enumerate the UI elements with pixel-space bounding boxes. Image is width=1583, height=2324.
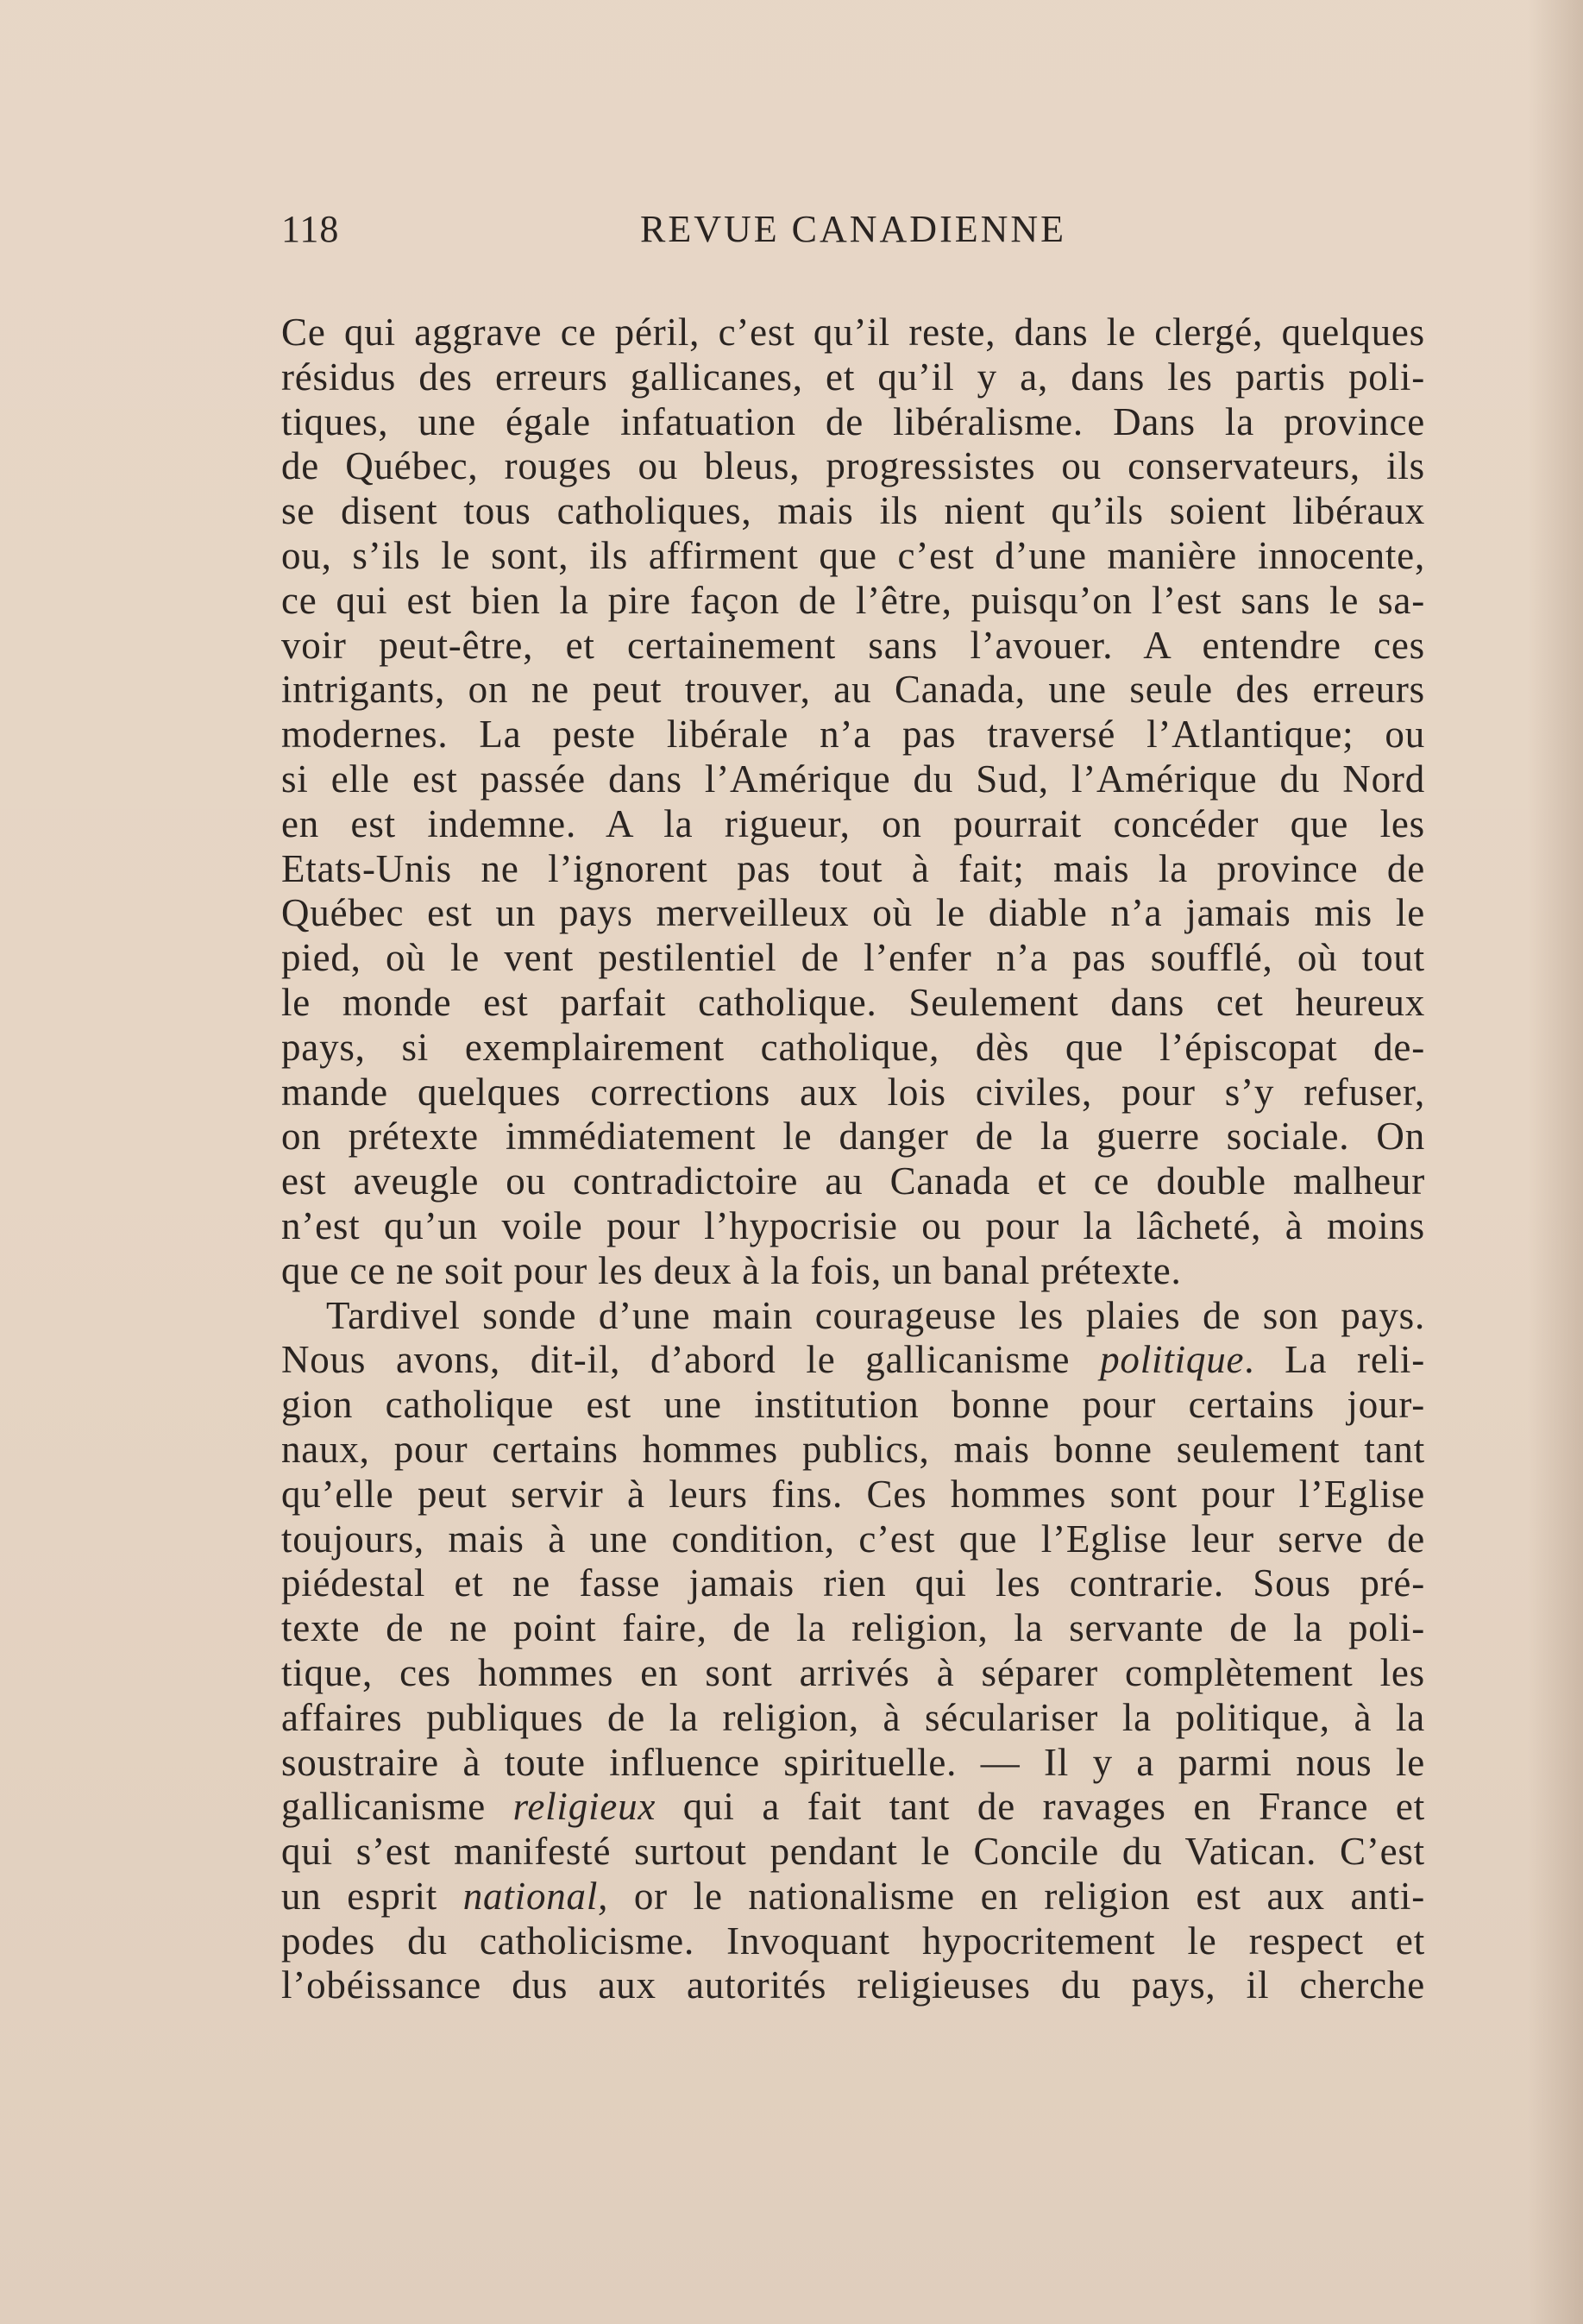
text-line: ce qui est bien la pire façon de l’être, puisqu’on l’est sans le sa- [281, 578, 1425, 622]
text-line: modernes. La peste libérale n’a pas traversé l’Atlantique; ou [281, 713, 1425, 757]
italic-word: religieux [512, 1785, 656, 1829]
text-line: est aveugle ou contradictoire au Canada et ce double malheur [281, 1159, 1425, 1203]
text-line: gion catholique est une institution bonne pour certains jour- [281, 1383, 1425, 1427]
text-line: voir peut-être, et certainement sans l’avouer. A entendre ces [281, 623, 1425, 667]
text-line: se disent tous catholiques, mais ils nient qu’ils soient libéraux [281, 489, 1425, 533]
text-line [281, 1785, 1425, 1830]
text-line: qui s’est manifesté surtout pendant le Concile du Vatican. C’est [281, 1830, 1425, 1874]
body-text [281, 311, 1425, 2008]
text-line [281, 1338, 1425, 1383]
text-line: soustraire à toute influence spirituelle. — Il y a parmi nous le [281, 1740, 1425, 1784]
page-number: 118 [281, 208, 340, 250]
text-segment: . La reli- [1244, 1338, 1425, 1382]
text-line: Ce qui aggrave ce péril, c’est qu’il reste, dans le clergé, quelques [281, 311, 1425, 354]
paragraph [281, 1294, 1425, 2009]
text-segment: qui a fait tant de ravages en France et [656, 1785, 1425, 1829]
text-line: en est indemne. A la rigueur, on pourrait concéder que les [281, 801, 1425, 845]
text-line: Etats-Unis ne l’ignorent pas tout à fait; mais la province de [281, 846, 1425, 890]
text-line: tique, ces hommes en sont arrivés à séparer complètement les [281, 1650, 1425, 1694]
text-line: l’obéissance dus aux autorités religieuses du pays, il cherche [281, 1963, 1425, 2007]
text-line: affaires publiques de la religion, à séculariser la politique, à la [281, 1695, 1425, 1739]
text-line: on prétexte immédiatement le danger de la guerre sociale. On [281, 1115, 1425, 1159]
text-line: Québec est un pays merveilleux où le diable n’a jamais mis le [281, 891, 1425, 935]
text-line: Tardivel sonde d’une main courageuse les plaies de son pays. [326, 1293, 1425, 1337]
text-line: que ce ne soit pour les deux à la fois, un banal prétexte. [281, 1248, 1182, 1292]
running-head: REVUE CANADIENNE [639, 208, 1067, 250]
text-line: le monde est parfait catholique. Seulement dans cet heureux [281, 980, 1425, 1024]
text-line: naux, pour certains hommes publics, mais bonne seulement tant [281, 1427, 1425, 1471]
text-line: intrigants, on ne peut trouver, au Canada, une seule des erreurs [281, 668, 1425, 712]
text-line [281, 1875, 1425, 1919]
italic-word: national, [462, 1874, 609, 1918]
text-line: mande quelques corrections aux lois civiles, pour s’y refuser, [281, 1070, 1425, 1114]
italic-word: politique [1100, 1338, 1245, 1382]
text-line: si elle est passée dans l’Amérique du Sud, l’Amérique du Nord [281, 757, 1425, 801]
text-line: toujours, mais à une condition, c’est que l’Eglise leur serve de [281, 1517, 1425, 1561]
text-line: pied, où le vent pestilentiel de l’enfer n’a pas soufflé, où tout [281, 936, 1425, 980]
text-line: podes du catholicisme. Invoquant hypocritement le respect et [281, 1919, 1425, 1963]
paragraph [281, 311, 1425, 1294]
text-segment: or le nationalisme en religion est aux anti- [608, 1874, 1425, 1918]
text-line: piédestal et ne fasse jamais rien qui les contrarie. Sous pré- [281, 1561, 1425, 1605]
text-segment: gallicanisme [281, 1785, 513, 1829]
text-segment: un esprit [281, 1874, 463, 1918]
text-line: ou, s’ils le sont, ils affirment que c’est d’une manière innocente, [281, 533, 1425, 577]
text-line: qu’elle peut servir à leurs fins. Ces hommes sont pour l’Eglise [281, 1472, 1425, 1516]
text-line: tiques, une égale infatuation de libéralisme. Dans la province [281, 399, 1425, 443]
text-line: résidus des erreurs gallicanes, et qu’il y a, dans les partis poli- [281, 355, 1425, 399]
text-line: texte de ne point faire, de la religion, la servante de la poli- [281, 1606, 1425, 1650]
page-header [281, 207, 1425, 252]
text-line: de Québec, rouges ou bleus, progressistes ou conservateurs, ils [281, 444, 1425, 488]
text-segment: Nous avons, dit-il, d’abord le gallicanisme [281, 1338, 1101, 1382]
text-line: n’est qu’un voile pour l’hypocrisie ou pour la lâcheté, à moins [281, 1203, 1425, 1247]
text-line: pays, si exemplairement catholique, dès que l’épiscopat de- [281, 1025, 1425, 1069]
